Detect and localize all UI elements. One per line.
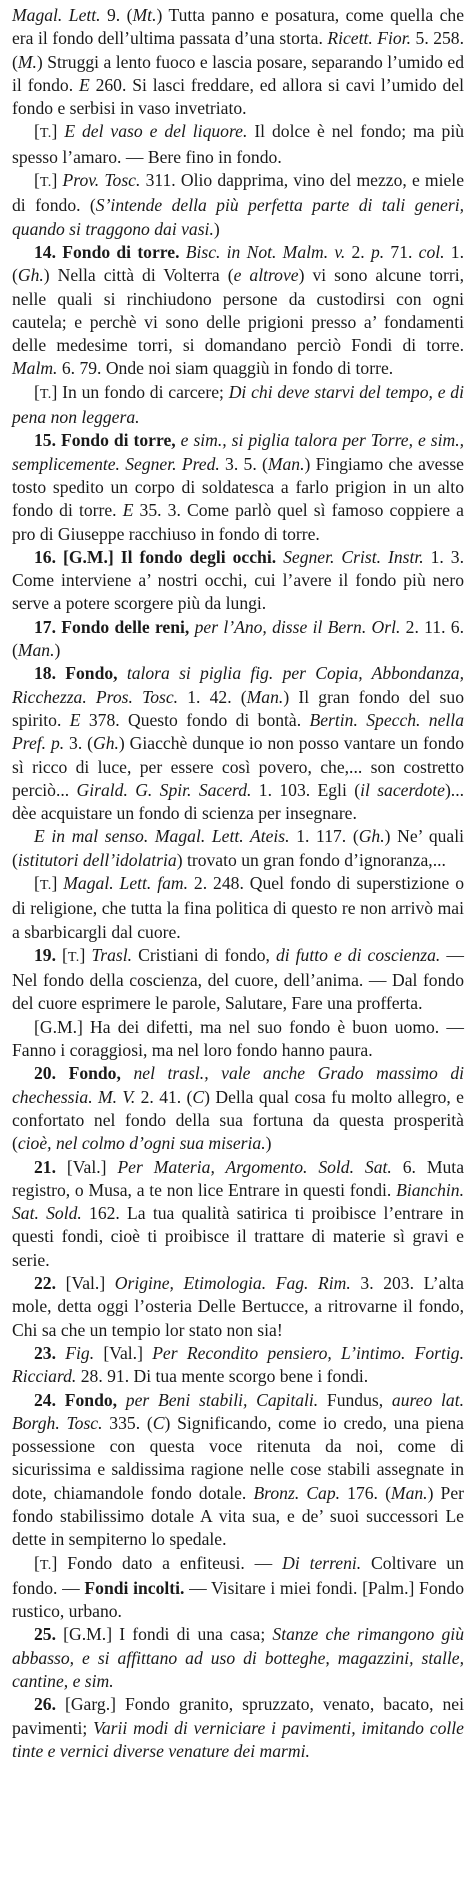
body-text: 1. 117. ( [289, 826, 359, 847]
body-text: T. [67, 948, 80, 965]
body-text: — Visitare i miei fondi. [Palm.] Fondo rustico, urbano. [12, 1577, 465, 1622]
italic-text: Malm. [12, 358, 58, 379]
body-text: 5. 258. ( [12, 28, 464, 72]
italic-text: E del vaso e del liquore. [64, 121, 248, 142]
italic-text: Man. [17, 640, 55, 661]
entry-paragraph [12, 1552, 464, 1624]
body-text: 335. ( [102, 1412, 153, 1433]
entry-headword: 26. [34, 1694, 56, 1715]
body-text: 1. 3. Come interviene a’ nostri occhi, cui l’avere il fondo più nero serve a potere scorgere più da lungi. [12, 546, 465, 614]
body-text [56, 1343, 65, 1363]
italic-text: Bisc. in Not. Malm. v. [185, 241, 346, 262]
body-text: [G.M.] I fondi di una casa; [56, 1624, 273, 1645]
italic-text: Per Materia, Argomento. Sold. Sat. [117, 1156, 392, 1177]
body-text: ) trovato un gran fondo d’ignoranza,... [176, 849, 446, 870]
entry-paragraph [12, 1062, 464, 1155]
body-text [118, 663, 127, 683]
body-text: ] In un fondo di carcere; [51, 381, 229, 402]
entry-headword: 17. Fondo delle reni, [34, 616, 190, 637]
italic-text: e altrove [233, 265, 299, 286]
body-text: ] [79, 944, 92, 965]
entry-paragraph [12, 120, 464, 169]
italic-text: Girald. G. Spir. Sacerd. [76, 779, 252, 800]
body-text: [ [56, 944, 68, 965]
body-text: T. [39, 174, 52, 191]
body-text: ) Struggi a lento fuoco e lascia posare, separando l’umido ed il fondo. [12, 51, 464, 95]
body-text: ] [51, 170, 63, 191]
entry-paragraph [12, 662, 464, 825]
italic-text: S’intende della più perfetta parte di tali generi, quando si traggono dai vasi. [12, 195, 464, 239]
body-text: 1. 103. Egli ( [251, 779, 361, 800]
italic-text: Di chi deve starvi del tempo, e di pena non leggera. [12, 381, 464, 428]
italic-text: Varii modi di verniciare i pavimenti, imitando colle tinte e vernici diverse venature dei marmi. [12, 1717, 464, 1761]
entry-paragraph [12, 4, 464, 120]
body-text: 311. Olio dapprima, vino del mezzo, e miele di fondo. ( [12, 170, 464, 216]
body-text: T. [39, 125, 52, 142]
entry-paragraph [12, 944, 464, 1016]
italic-text: Ricett. Fior. [327, 28, 412, 49]
italic-text: C [152, 1412, 165, 1433]
entry-headword: 18. Fondo, [34, 663, 118, 684]
body-text: [G.M.] Ha dei difetti, ma nel suo fondo è buon uomo. — Fanno i coraggiosi, ma nel loro fondo hanno paura. [12, 1016, 464, 1061]
body-text: [ [34, 1552, 40, 1573]
italic-text: Segner. Crist. Instr. [283, 546, 424, 567]
italic-text: per Beni stabili, Capitali. [125, 1389, 319, 1410]
body-text: 260. Si lasci freddare, ed allora si cavi l’umido del fondo e serbisi in vaso invetriato. [12, 74, 464, 119]
body-text: ) Della qual cosa fu molto allegro, e confortato nel fondo della sua fortuna da questa prosperità ( [12, 1086, 464, 1154]
italic-text: Magal. Lett. fam. [63, 872, 189, 893]
body-text: )... dèe acquistare un fondo di scienza per insegnare. [12, 779, 465, 824]
italic-text: Gh. [93, 733, 119, 754]
body-text: 9. ( [100, 5, 133, 25]
entry-paragraph [12, 616, 464, 663]
body-text: 2. 41. ( [135, 1086, 193, 1107]
body-text: T. [39, 1556, 52, 1573]
entry-paragraph [12, 429, 464, 545]
body-text: ] [51, 121, 65, 142]
entry-paragraph [12, 1016, 464, 1063]
body-text: ) Tutta panno e posatura, come quella che era il fondo dell’ultima passata d’una storta. [12, 5, 465, 49]
entry-headword: 20. Fondo, [34, 1063, 121, 1084]
body-text: 6. 79. Onde noi siam quaggiù in fondo di torre. [57, 358, 394, 379]
entry-paragraph [12, 546, 464, 616]
body-text: ] Fondo dato a enfiteusi. — [51, 1552, 283, 1573]
italic-text: p. [370, 241, 385, 262]
body-text: [ [34, 170, 40, 191]
entry-headword: 19. [34, 944, 56, 965]
italic-text: Gh. [358, 826, 385, 847]
entry-headword: 22. [34, 1273, 56, 1294]
italic-text: E in mal senso. Magal. Lett. Ateis. [34, 826, 290, 847]
italic-text: istitutori dell’idolatria [17, 849, 177, 870]
body-text: ) Il gran fondo del suo spirito. [12, 686, 464, 730]
italic-text: Man. [246, 686, 284, 707]
body-text: [ [34, 381, 40, 402]
entry-paragraph [12, 241, 464, 381]
body-text: ) Per fondo stabilissimo dotale A vita sua, e de’ suoi successori Le dette in sempiterno lo spedale. [12, 1482, 464, 1550]
entry-headword: 14. Fondo di torre. [34, 241, 180, 262]
italic-text: C [192, 1086, 205, 1107]
body-text: [ [34, 121, 40, 142]
body-text: 6. Muta registro, o Musa, a te non lice Entrare in questi fondi. [12, 1156, 465, 1200]
body-text: T. [39, 385, 52, 402]
body-text: Il dolce è nel fondo; ma più spesso l’amaro. — Bere fino in fondo. [12, 121, 465, 167]
body-text: 71. [384, 241, 419, 262]
body-text: [Garg.] Fondo granito, spruzzato, venato, bacato, nei pavimenti; [12, 1694, 464, 1738]
italic-text: Bianchin. Sat. Sold. [12, 1179, 464, 1224]
body-text: 162. La tua qualità satirica ti proibisce l’entrare in questi fondi, cioè ti proibisce il trattare di materie sì gravi e serie. [12, 1203, 464, 1270]
italic-text: Bertin. Specch. nella Pref. p. [12, 709, 464, 754]
entry-headword: 16. [G.M.] Il fondo degli occhi. [34, 546, 277, 567]
body-text: ) Giacchè dunque io non posso vantare un fondo sì ricco di luce, per essere così povero, che,... son costretto perciò... [12, 733, 464, 800]
italic-text: Man. [390, 1482, 428, 1503]
entry-headword: 24. Fondo, [34, 1389, 118, 1410]
body-text: ] [51, 872, 64, 893]
italic-text: Fig. [65, 1342, 95, 1363]
italic-text: Prov. Tosc. [62, 170, 141, 191]
entry-headword: 25. [34, 1624, 56, 1645]
body-text: ) Fingiamo che avesse tosto spedito un corpo di soldatesca a farlo prigion in un alto fondo di torre. [12, 453, 464, 521]
italic-text: e sim., si piglia talora per Torre, e sim., semplicemente. Segner. Pred. [12, 430, 465, 474]
entry-paragraph [12, 825, 464, 872]
italic-text: Mt. [132, 5, 157, 25]
body-text: 378. Questo fondo di bontà. [80, 709, 310, 730]
body-text: [Val.] [56, 1273, 115, 1294]
italic-text: aureo lat. Borgh. Tosc. [12, 1389, 464, 1433]
entry-paragraph [12, 1272, 464, 1342]
italic-text: il sacerdote [360, 779, 445, 800]
italic-text: Origine, Etimologia. Fag. Rim. [114, 1273, 351, 1294]
body-text: ) Ne’ quali ( [12, 826, 465, 870]
entry-paragraph [12, 381, 464, 430]
body-text: — Nel fondo della coscienza, del cuore, dell’anima. — Dal fondo del cuore esprimere le parole, Salutare, Fare una profferta. [12, 944, 464, 1014]
entry-paragraph [12, 1156, 464, 1272]
body-text: Coltivare un fondo. — [12, 1552, 464, 1598]
body-text: ) [54, 640, 61, 661]
body-text: ) vi sono alcune torri, nelle quali si rinchiudono persone da custodirsi con ogni cautela; e perchè vi sono delle prigioni presso a’ fondamenti delle medesime torri, si domandano perciò Fondi di torre. [12, 265, 464, 356]
entry-paragraph [12, 1693, 464, 1763]
body-text: 1. ( [12, 241, 464, 286]
body-text: 3. 5. ( [219, 453, 268, 474]
italic-text: Stanze che rimangono giù abbasso, e si affittano ad uso di botteghe, magazzini, stalle, cantine, e sim. [12, 1624, 464, 1692]
body-text: 3. ( [64, 733, 94, 754]
italic-text: M. [17, 51, 37, 72]
body-text: ) [265, 1133, 272, 1154]
italic-text: Trasl. [91, 944, 133, 965]
italic-text: Bronz. Cap. [253, 1482, 341, 1503]
entry-headword: Fondi incolti. [84, 1577, 185, 1598]
body-text: 2. [345, 241, 371, 262]
italic-text: E [69, 709, 81, 730]
italic-text: col. [418, 241, 445, 262]
entry-paragraph [12, 1623, 464, 1693]
entry-paragraph [12, 1342, 464, 1389]
body-text: ) Nella città di Volterra ( [43, 265, 234, 286]
body-text: ) Significando, come io credo, una piena possessione con questa voce ritenuta da noi, come di sicurissima e saldissima ragione nelle cose stabili assegnate in dote, chiamandole fondo dotale. [12, 1412, 464, 1503]
body-text: 2. 248. Quel fondo di superstizione o di religione, che tutta la fina politica di questo re non arrivò mai a sbarbicargli dal cuore. [12, 872, 464, 942]
body-text: ) [213, 218, 220, 239]
entry-headword: 15. Fondo di torre, [34, 430, 176, 451]
entry-headword: 23. [34, 1342, 56, 1363]
entry-paragraph [12, 872, 464, 944]
italic-text: Di terreni. [282, 1552, 362, 1573]
italic-text: E [78, 74, 90, 95]
italic-text: Man. [267, 453, 305, 474]
italic-text: E [122, 500, 134, 521]
italic-text: Gh. [17, 265, 44, 286]
body-text: 28. 91. Di tua mente scorgo bene i fondi. [76, 1366, 369, 1387]
italic-text: per l’Ano, disse il Bern. Orl. [194, 616, 401, 637]
italic-text: Magal. Lett. [12, 5, 101, 25]
body-text: [ [34, 872, 40, 893]
italic-text: cioè, nel colmo d’ogni sua miseria. [17, 1133, 266, 1154]
body-text: Cristiani di fondo, [132, 944, 276, 965]
body-text: 3. 203. L’alta mole, detta oggi l’osteria Delle Bertucce, a ritrovarne il fondo, Chi sa che un tempio lor stato non sia! [12, 1273, 464, 1340]
body-text: 35. 3. Come parlò quel sì famoso coppiere a pro di Giuseppe racchiuso in fondo di torre. [12, 500, 464, 544]
body-text: 2. 11. 6. ( [12, 616, 464, 661]
body-text: [Val.] [94, 1342, 153, 1363]
italic-text: nel trasl., vale anche Grado massimo di chechessia. M. V. [12, 1063, 464, 1107]
italic-text: Per Recondito pensiero, L’intimo. Fortig. Ricciard. [12, 1342, 464, 1387]
body-text: 1. 42. ( [178, 686, 247, 707]
entry-headword: 21. [34, 1156, 56, 1177]
entry-paragraph [12, 169, 464, 241]
body-text: 176. ( [340, 1482, 391, 1503]
italic-text: di futto e di coscienza. [275, 944, 441, 965]
body-text: T. [39, 876, 52, 893]
body-text [121, 1063, 134, 1083]
body-text: [Val.] [56, 1156, 118, 1177]
italic-text: talora si piglia fig. per Copia, Abbondanza, Ricchezza. Pros. Tosc. [12, 663, 464, 707]
entry-paragraph [12, 1389, 464, 1552]
body-text [117, 1390, 126, 1410]
body-text: Fundus, [318, 1389, 392, 1410]
